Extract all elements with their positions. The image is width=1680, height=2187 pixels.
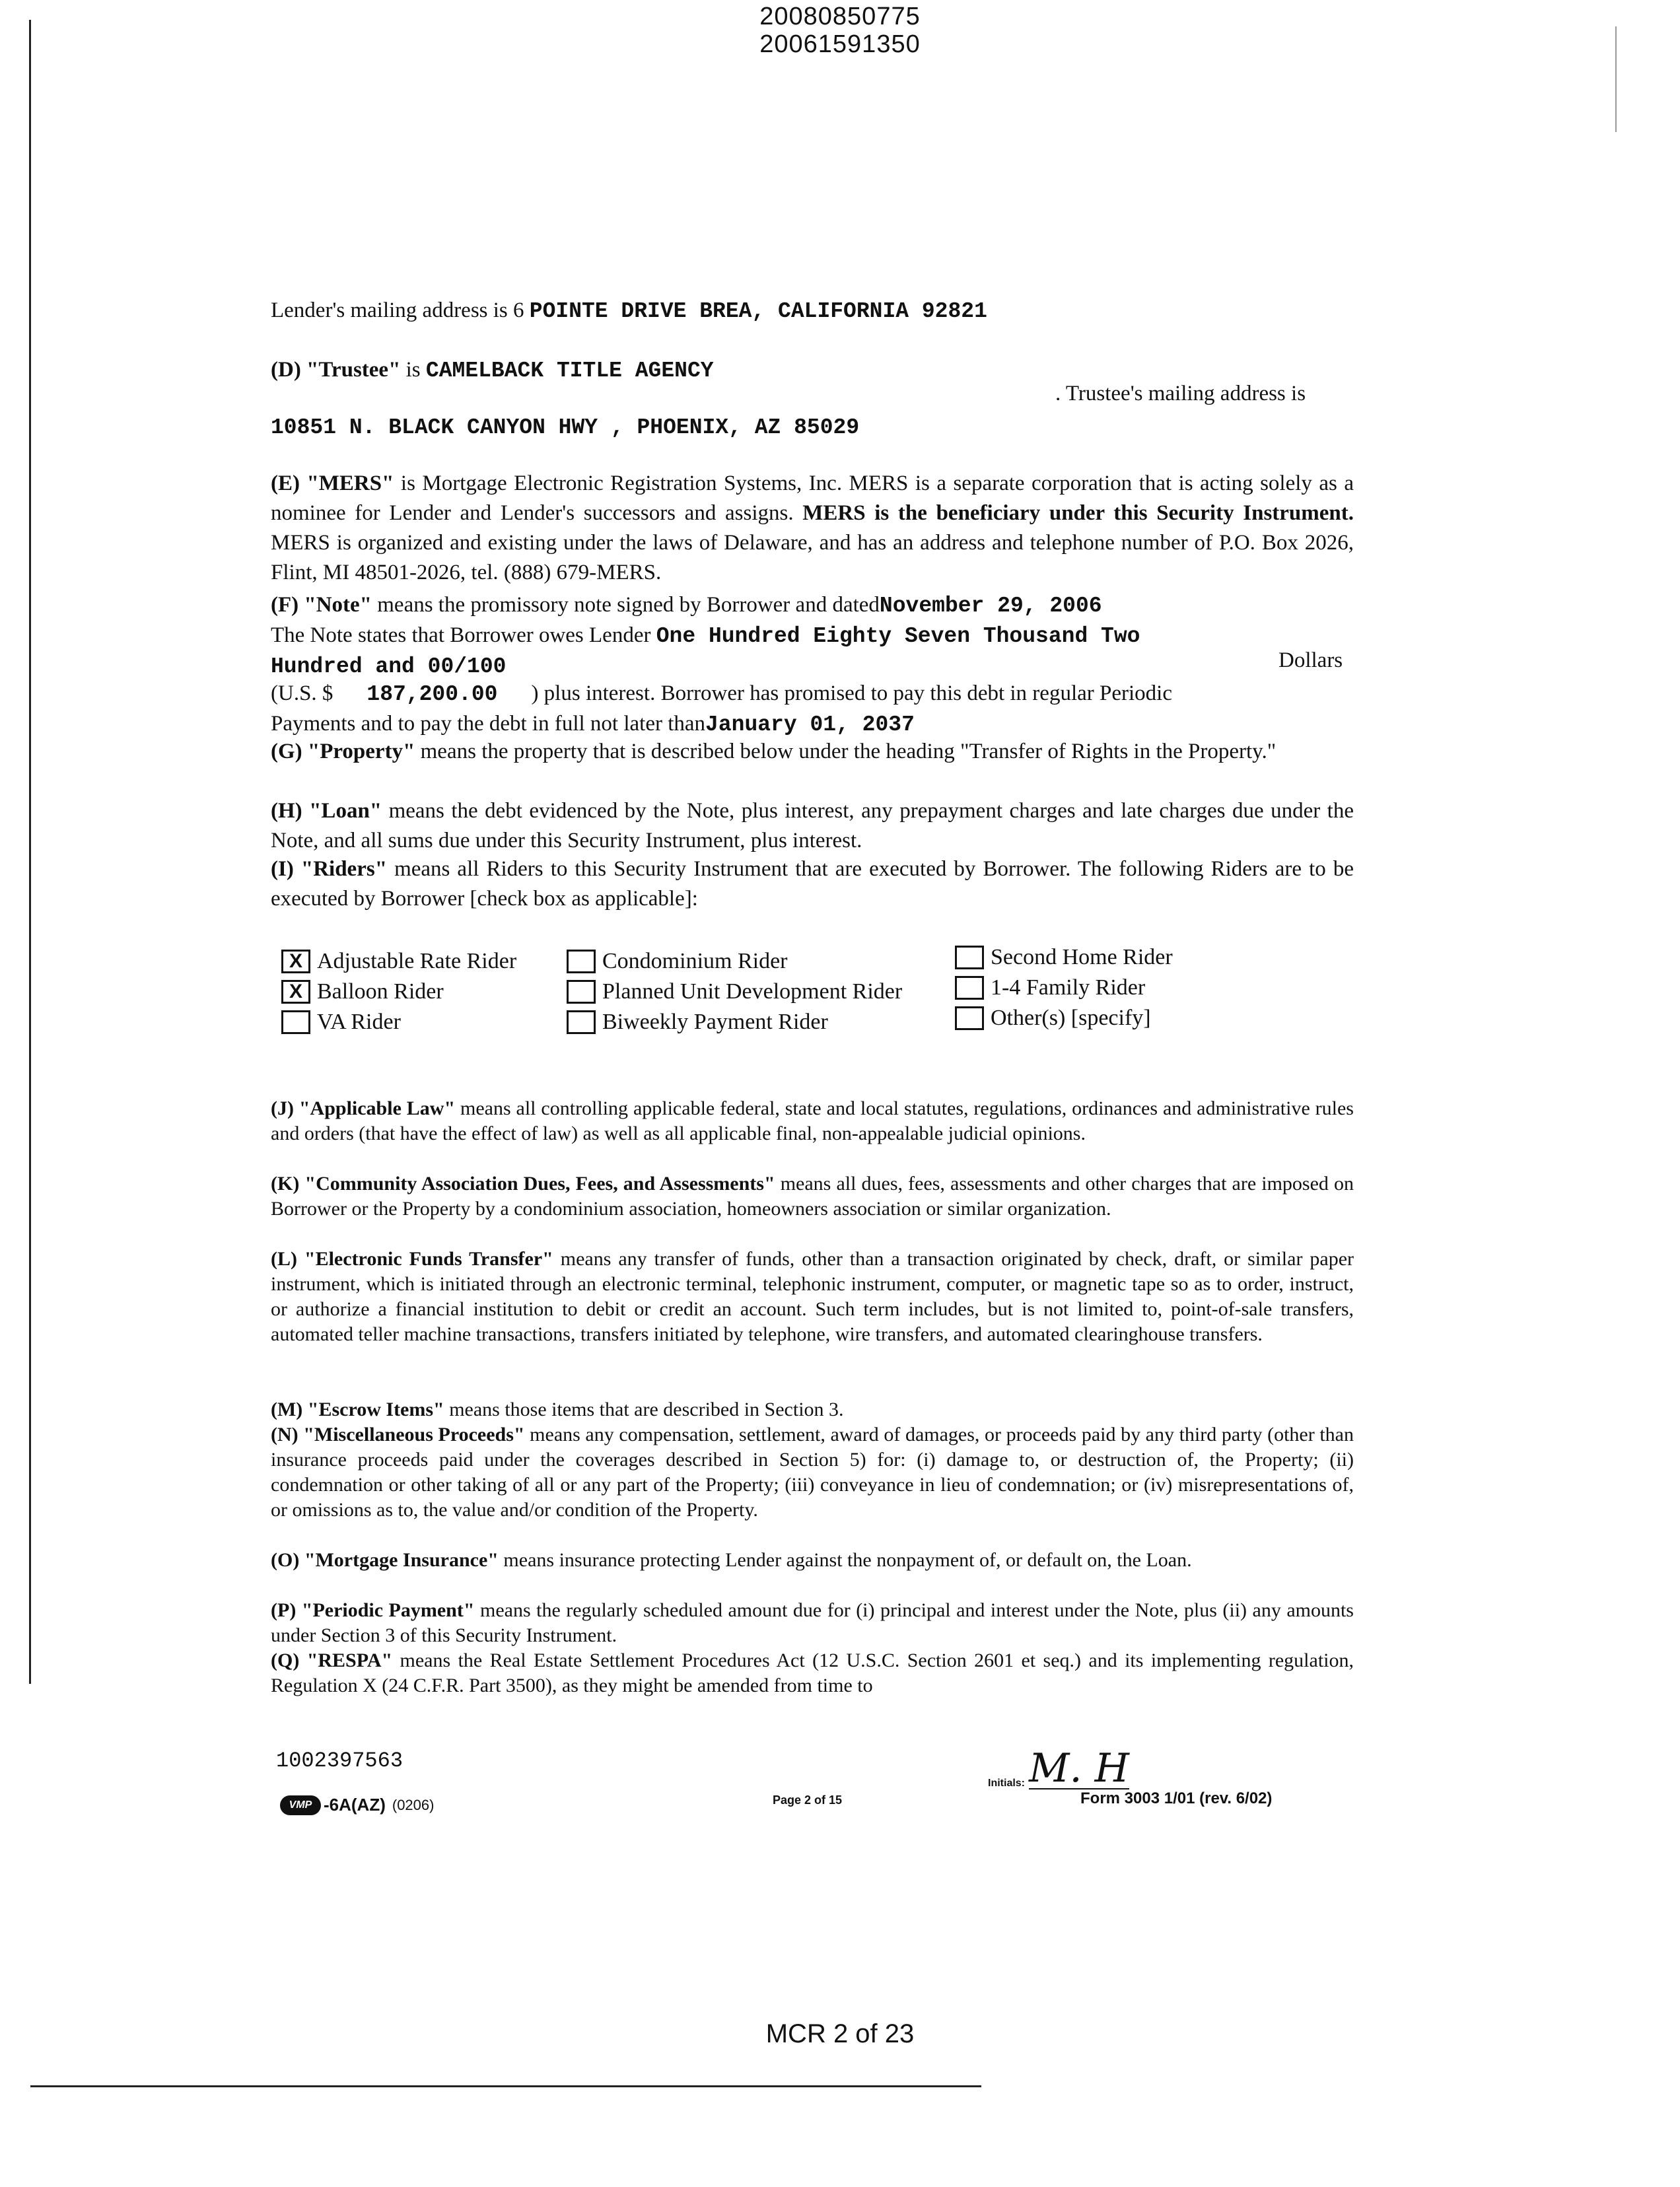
- definition-mers: [271, 469, 1354, 588]
- definition-text: means any transfer of funds, other than a transaction originated by check, draft, or similar paper instrument, which is initiated through an electronic terminal, telephonic instrument, computer, or magnetic tape so as to order, instruct, or authorize a financial institution to debit or credit an account. Such term includes, but is not limited to, point-of-sale transfers, automated teller machine transactions, transfers initiated by telephone, wire transfers, and automated clearinghouse transfers.: [271, 1248, 1354, 1345]
- rider-balloon[interactable]: [281, 979, 444, 1005]
- form-id: [280, 1795, 434, 1815]
- definition-label: (O) "Mortgage Insurance": [271, 1549, 499, 1571]
- definition-property: [271, 737, 1354, 767]
- definition-label: (J) "Applicable Law": [271, 1097, 456, 1119]
- mers-label: (E) "MERS": [271, 471, 394, 495]
- definition-text: means all controlling applicable federal, state and local statutes, regulations, ordinances and administrative rules and orders (that have the effect of law) as well as all applicable final, non-appealable judicial opinions.: [271, 1097, 1354, 1144]
- checkbox[interactable]: [955, 976, 984, 1000]
- definition-text: means the regularly scheduled amount due for (i) principal and interest under the Note, plus (ii) any amounts under Section 3 of this Security Instrument.: [271, 1599, 1354, 1646]
- note-line-2: [271, 622, 1140, 650]
- page-number: Page 2 of 15: [773, 1793, 843, 1807]
- rider-label: Adjustable Rate Rider: [317, 949, 517, 973]
- rider-second-home[interactable]: [955, 944, 1173, 971]
- definition-text: means any compensation, settlement, award of damages, or proceeds paid by any third party (other than insurance proceeds paid under the coverages described in Section 5) for: (i) damage to, or destruction of, the Property; (ii) condemnation or other taking of all or any part of the Property; (iii) conveyance in lieu of condemnation; or (iv) misrepresentations of, or omissions as to, the value and/or condition of the Property.: [271, 1424, 1354, 1521]
- note-dollars: Dollars: [1278, 648, 1343, 672]
- rider-label: Balloon Rider: [317, 979, 444, 1004]
- rider-planned-unit-development[interactable]: [567, 979, 902, 1005]
- checkbox[interactable]: X: [281, 980, 310, 1004]
- definition-label: (P) "Periodic Payment": [271, 1599, 475, 1621]
- bottom-scan-rule: [30, 2085, 981, 2087]
- mers-text: is Mortgage Electronic Registration Systems, Inc. MERS is a separate corporation that is acting solely as a nominee for Lender and Lender's successors and assigns.: [271, 471, 1354, 525]
- note-amount-words-2: Hundred and 00/100: [271, 654, 507, 679]
- recording-number: 20080850775: [759, 3, 921, 30]
- definition-respa: [271, 1648, 1354, 1698]
- rider-label: Biweekly Payment Rider: [602, 1010, 828, 1034]
- checkbox[interactable]: [567, 950, 596, 973]
- checkbox[interactable]: X: [281, 950, 310, 973]
- rider-label: Second Home Rider: [991, 945, 1173, 969]
- note-line-1: [271, 592, 1102, 619]
- definition-label: (L) "Electronic Funds Transfer": [271, 1248, 553, 1270]
- initials-block: [988, 1745, 1129, 1791]
- checkbox[interactable]: [567, 1010, 596, 1034]
- loan-label: (H) "Loan": [271, 799, 382, 823]
- checkbox[interactable]: [955, 946, 984, 969]
- lender-address-prefix: Lender's mailing address is 6: [271, 298, 530, 322]
- definition-electronic-funds-transfer: [271, 1247, 1354, 1347]
- property-label: (G) "Property": [271, 740, 415, 763]
- checkbox[interactable]: [281, 1010, 310, 1034]
- note-text-2: ) plus interest. Borrower has promised to pay this debt in regular Periodic: [531, 681, 1172, 705]
- loan-number: 1002397563: [276, 1749, 403, 1773]
- checkbox[interactable]: [955, 1006, 984, 1030]
- trustee-label: (D) "Trustee": [271, 358, 401, 382]
- note-amount: 187,200.00: [367, 682, 498, 707]
- checkbox[interactable]: [567, 980, 596, 1004]
- rider-label: Planned Unit Development Rider: [602, 979, 903, 1004]
- initials-label: Initials:: [988, 1778, 1026, 1789]
- rider-other[interactable]: [955, 1005, 1151, 1031]
- definition-loan: [271, 796, 1354, 856]
- rider-1-4-family[interactable]: [955, 975, 1145, 1001]
- form-code-date: (0206): [392, 1796, 435, 1813]
- definition-label: (K) "Community Association Dues, Fees, and Assessments": [271, 1173, 775, 1195]
- note-text: means the promissory note signed by Borrower and dated: [372, 593, 880, 617]
- form-number: Form 3003 1/01 (rev. 6/02): [1080, 1789, 1273, 1807]
- definition-text: means the Real Estate Settlement Procedures Act (12 U.S.C. Section 2601 et seq.) and its implementing regulation, Regulation X (24 C.F.R. Part 3500), as they might be amended from time to: [271, 1649, 1354, 1696]
- recording-number: 20061591350: [759, 30, 921, 58]
- rider-label: Condominium Rider: [602, 949, 788, 973]
- definition-community-association-dues: [271, 1171, 1354, 1222]
- definition-mortgage-insurance: [271, 1548, 1354, 1573]
- note-amount-words: One Hundred Eighty Seven Thousand Two: [656, 624, 1140, 648]
- rider-label: Other(s) [specify]: [991, 1006, 1151, 1030]
- vmp-logo-icon: VMP: [280, 1795, 321, 1815]
- rider-condominium[interactable]: [567, 948, 788, 975]
- note-text-3: Payments and to pay the debt in full not later than: [271, 712, 706, 736]
- note-line-4: [271, 711, 915, 738]
- riders-text: means all Riders to this Security Instrument that are executed by Borrower. The following Riders are to be executed by Borrower [check box as applicable]:: [271, 857, 1354, 911]
- definition-riders: [271, 854, 1354, 914]
- definition-label: (Q) "RESPA": [271, 1649, 393, 1671]
- rider-label: VA Rider: [317, 1010, 401, 1034]
- trustee-mailing-suffix: . Trustee's mailing address is: [1055, 382, 1306, 405]
- riders-label: (I) "Riders": [271, 857, 388, 881]
- rider-biweekly-payment[interactable]: [567, 1009, 828, 1035]
- rider-va[interactable]: [281, 1009, 401, 1035]
- rider-label: 1-4 Family Rider: [991, 975, 1146, 1000]
- left-scan-edge: [29, 20, 31, 1684]
- definition-text: means insurance protecting Lender against the nonpayment of, or default on, the Loan.: [498, 1549, 1192, 1571]
- rider-adjustable-rate[interactable]: [281, 948, 516, 975]
- definition-text: means all dues, fees, assessments and other charges that are imposed on Borrower or the Property by a condominium association, homeowners association or similar organization.: [271, 1173, 1354, 1220]
- definition-escrow-items: [271, 1397, 1354, 1422]
- note-date: November 29, 2006: [879, 594, 1102, 618]
- definition-label: (M) "Escrow Items": [271, 1399, 444, 1420]
- trustee-address: 10851 N. BLACK CANYON HWY , PHOENIX, AZ 85029: [271, 415, 860, 440]
- mers-text-2: MERS is organized and existing under the laws of Delaware, and has an address and telephone number of P.O. Box 2026, Flint, MI 48501-2026, tel. (888) 679-MERS.: [271, 531, 1354, 584]
- lender-address-value: POINTE DRIVE BREA, CALIFORNIA 92821: [529, 299, 987, 324]
- note-maturity-date: January 01, 2037: [705, 712, 915, 737]
- note-owes-text: The Note states that Borrower owes Lender: [271, 623, 656, 647]
- note-label: (F) "Note": [271, 593, 372, 617]
- trustee-is: is: [400, 358, 426, 382]
- trustee-name: CAMELBACK TITLE AGENCY: [425, 359, 714, 383]
- property-text: means the property that is described below under the heading "Transfer of Rights in the Property.": [415, 740, 1277, 763]
- initials-signature: M. H: [1029, 1745, 1129, 1791]
- definition-text: means those items that are described in Section 3.: [444, 1399, 844, 1420]
- trustee-line: [271, 357, 714, 384]
- loan-text: means the debt evidenced by the Note, plus interest, any prepayment charges and late charges due under the Note, and all sums due under this Security Instrument, plus interest.: [271, 799, 1354, 852]
- form-code: -6A(AZ): [324, 1795, 386, 1815]
- definition-applicable-law: [271, 1096, 1354, 1146]
- definition-miscellaneous-proceeds: [271, 1422, 1354, 1523]
- lender-address-line: [271, 297, 987, 325]
- note-line-3: [271, 680, 1172, 708]
- definition-periodic-payment: [271, 1598, 1354, 1648]
- note-us-prefix: (U.S. $: [271, 681, 333, 705]
- mers-beneficiary: MERS is the beneficiary under this Security Instrument.: [802, 501, 1354, 525]
- mcr-page-counter: MCR 2 of 23: [765, 2019, 915, 2048]
- definition-label: (N) "Miscellaneous Proceeds": [271, 1424, 525, 1445]
- recording-numbers: [0, 3, 1680, 58]
